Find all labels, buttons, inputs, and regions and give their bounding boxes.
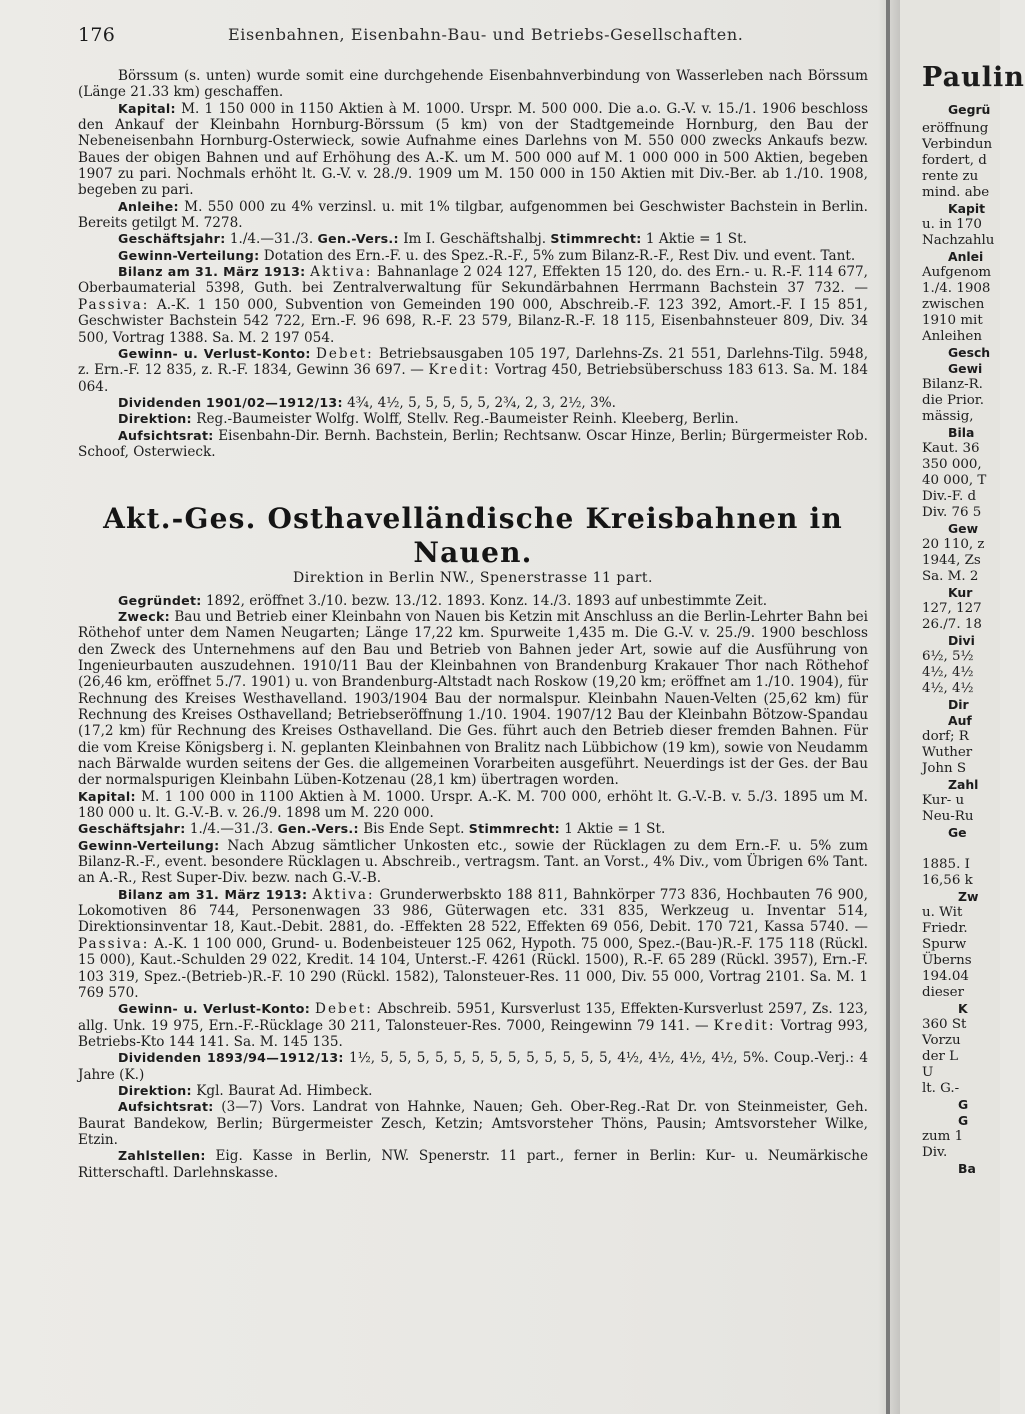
adjacent-line: 6½, 5½ bbox=[922, 649, 974, 664]
prev-kapital bbox=[78, 101, 868, 199]
adjacent-line: 40 000, T bbox=[922, 473, 987, 488]
adjacent-line: G bbox=[958, 1113, 969, 1128]
debet-label: Debet: bbox=[315, 1001, 373, 1018]
prev-debet-text: Betriebsausgaben 105 197, Darlehns-Zs. 21 551, Darlehns-Tilg. 5948, z. Ern.-F. 12 835, z. R.-F. 1834, Gewinn 36 697. — bbox=[78, 345, 869, 379]
zahlstellen-label: Zahlstellen: bbox=[118, 1148, 206, 1164]
passiva-label: Passiva: bbox=[78, 935, 150, 952]
company-title: Akt.-Ges. Osthavelländische Kreisbahnen in Nauen. bbox=[103, 502, 843, 570]
bilanz-label: Bilanz am 31. März 1913: bbox=[118, 886, 308, 902]
prev-anleihe-label: Anleihe: bbox=[118, 198, 179, 214]
adjacent-line: dieser bbox=[922, 985, 964, 1000]
prev-ar-label: Aufsichtsrat: bbox=[118, 427, 214, 443]
adjacent-line: mässig, bbox=[922, 409, 974, 424]
prev-gv-label: Gewinn-Verteilung: bbox=[118, 247, 260, 263]
prev-genvers-text: Im I. Geschäftshalbj. bbox=[403, 231, 547, 248]
adjacent-line: 4½, 4½ bbox=[922, 665, 974, 680]
aktiva-text: Grunderwerbskto 188 811, Bahnkörper 773 836, Hochbauten 76 900, Lokomotiven 86 744, Personenwagen 33 986, Güterwagen etc. 331 835, Werkzeug u. Inventar 514, Direktionsinventar 18, Kaut.-Debit. 2881, do. -Effekten 28 522, Effekten 69 056, Debit. 170 721, Kassa 5740. — bbox=[78, 886, 868, 936]
prev-bilanz-label: Bilanz am 31. März 1913: bbox=[118, 264, 306, 280]
page-number: 176 bbox=[78, 24, 116, 46]
running-head: Eisenbahnen, Eisenbahn-Bau- und Betriebs-Gesellschaften. bbox=[228, 25, 744, 44]
prev-kredit-label: Kredit: bbox=[428, 362, 491, 379]
prev-debet-label: Debet: bbox=[315, 345, 374, 362]
adjacent-line: Kur- u bbox=[922, 793, 965, 808]
direktion bbox=[78, 1083, 868, 1099]
prev-kredit-text: Vortrag 450, Betriebsüberschuss 183 613. Sa. M. 184 064. bbox=[78, 362, 868, 395]
kapital bbox=[78, 789, 868, 822]
adjacent-line: Vorzu bbox=[922, 1033, 961, 1048]
adjacent-line: 1944, Zs bbox=[922, 553, 981, 568]
adjacent-line: eröffnung bbox=[922, 121, 989, 136]
gj-text: 1./4.—31./3. bbox=[189, 821, 274, 838]
div-text: 1½, 5, 5, 5, 5, 5, 5, 5, 5, 5, 5, 5, 5, 5, 4½, 4½, 4½, 4½, 5%. Coup.-Verj.: 4 Jahre (K.) bbox=[78, 1050, 868, 1083]
prev-div-text: 4¾, 4½, 5, 5, 5, 5, 5, 2¾, 2, 3, 2½, 3%. bbox=[347, 394, 616, 411]
zahlstellen bbox=[78, 1148, 868, 1181]
prev-kapital-text: M. 1 150 000 in 1150 Aktien à M. 1000. Urspr. M. 500 000. Die a.o. G.-V. v. 15./1. 1906 beschloss den Ankauf der Kleinbahn Hornburg-Börssum (5 km) von der Stadtgemeinde Hornburg, den Bau der Nebeneisenbahn Hornburg-Osterwieck, sowie Aufnahme eines Darlehns von M. 550 000 zwecks Ankaufs bezw. Baues der obigen Bahnen und auf Erhöhung des A.-K. um M. 500 000 auf M. 1 000 000 in 500 Aktien, begeben 1907 zu pari. Nochmals erhöht lt. G.-V. v. 28./9. 1909 um M. 150 000 in 150 Aktien mit Div.-Ber. ab 1./10. 1908, begeben zu pari. bbox=[78, 100, 868, 199]
adjacent-line: 16,56 k bbox=[922, 873, 973, 888]
adjacent-line: K bbox=[958, 1001, 968, 1016]
adjacent-line: 20 110, z bbox=[922, 537, 985, 552]
prev-dir-label: Direktion: bbox=[118, 411, 192, 427]
gk-label: Gewinn- u. Verlust-Konto: bbox=[118, 1001, 311, 1017]
adjacent-line: Kaut. 36 bbox=[922, 441, 980, 456]
prev-passiva-text: A.-K. 1 150 000, Subvention von Gemeinden 190 000, Abschreib.-F. 123 392, Amort.-F. I 15 851, Geschwister Bachstein 542 722, Ern.-F. 96 698, R.-F. 23 579, Bilanz-R.-F. 18 115, Eisenbahnsteuer 809, Div. 34 500, Vortrag 1388. Sa. M. 2 197 054. bbox=[78, 296, 869, 346]
zweck-label: Zweck: bbox=[118, 608, 170, 624]
genvers-label: Gen.-Vers.: bbox=[277, 821, 359, 837]
stimmrecht-label: Stimmrecht: bbox=[468, 821, 560, 837]
zweck bbox=[78, 609, 868, 789]
prev-kapital-label: Kapital: bbox=[118, 100, 176, 116]
adjacent-line: 350 000, bbox=[922, 457, 982, 472]
prev-gj-text: 1./4.—31./3. bbox=[229, 231, 314, 248]
adjacent-line: Nachzahlu bbox=[922, 233, 995, 248]
bilanz bbox=[78, 887, 868, 1001]
adjacent-line: Zw bbox=[958, 889, 979, 904]
adjacent-line: Sa. M. 2 bbox=[922, 569, 979, 584]
ar-label: Aufsichtsrat: bbox=[118, 1099, 214, 1115]
adjacent-page-fragment bbox=[900, 0, 1025, 1414]
adjacent-line: 127, 127 bbox=[922, 601, 982, 616]
adjacent-page-title: Paulin bbox=[922, 62, 1025, 93]
dir-text: Kgl. Baurat Ad. Himbeck. bbox=[196, 1082, 373, 1099]
adjacent-line: Gesch bbox=[948, 345, 991, 360]
prev-gv-text: Dotation des Ern.-F. u. des Spez.-R.-F., 5% zum Bilanz-R.-F., Rest Div. und event. Tant. bbox=[263, 247, 856, 264]
prev-dividenden bbox=[78, 395, 868, 411]
prev-genvers-label: Gen.-Vers.: bbox=[317, 231, 399, 247]
page-gutter-divider bbox=[886, 0, 890, 1414]
prev-div-label: Dividenden 1901/02—1912/13: bbox=[118, 394, 343, 410]
passiva-text: A.-K. 1 100 000, Grund- u. Bodenbeisteuer 125 062, Hypoth. 75 000, Spez.-(Bau-)R.-F. 175 118 (Rückl. 15 000), Kaut.-Schulden 29 022, Kredit. 14 104, Unterst.-F. 4261 (Rückl. 1500), R.-F. 65 289 (Rückl. 3957), Ern.-F. 103 319, Spez.-(Betrieb-)R.-F. 10 290 (Rückl. 1582), Talonsteuer-Res. 11 000, Div. 55 000, Vortrag 2101. Sa. M. 1 769 570. bbox=[78, 935, 868, 1001]
adjacent-line: 1910 mit bbox=[922, 313, 983, 328]
prev-intro: Börssum (s. unten) wurde somit eine durchgehende Eisenbahnverbindung von Wasserleben nach Börssum (Länge 21.33 km) geschaffen. bbox=[78, 68, 868, 101]
adjacent-line: Anleihen bbox=[922, 329, 982, 344]
adjacent-line: 360 St bbox=[922, 1017, 967, 1032]
adjacent-line: Zahl bbox=[948, 777, 979, 792]
company-address: Direktion in Berlin NW., Spenerstrasse 11 part. bbox=[293, 570, 653, 587]
kapital-label: Kapital: bbox=[78, 788, 136, 804]
prev-direktion bbox=[78, 411, 868, 427]
prev-aktiva-text: Bahnanlage 2 024 127, Effekten 15 120, do. des Ern.- u. R.-F. 114 677, Oberbaumaterial 5398, Guth. bei Zentralverwaltung für Sekundärbahnen Herrmann Bachstein 37 732. — bbox=[78, 264, 869, 297]
main-column bbox=[78, 68, 868, 1181]
adjacent-line: zwischen bbox=[922, 297, 985, 312]
gegruendet-label: Gegründet: bbox=[118, 592, 202, 608]
adjacent-line: Kur bbox=[948, 585, 973, 600]
gewinn-verteilung bbox=[78, 838, 868, 887]
genvers-text: Bis Ende Sept. bbox=[363, 821, 465, 838]
adjacent-line: 1./4. 1908 bbox=[922, 281, 991, 296]
prev-gj-label: Geschäftsjahr: bbox=[118, 231, 226, 247]
prev-stimmrecht-label: Stimmrecht: bbox=[550, 231, 642, 247]
page-header bbox=[78, 22, 878, 52]
prev-gk-label: Gewinn- u. Verlust-Konto: bbox=[118, 345, 311, 361]
adjacent-line: Bilanz-R. bbox=[922, 377, 983, 392]
adjacent-line: Friedr. bbox=[922, 921, 968, 936]
gegruendet bbox=[78, 593, 868, 609]
adjacent-line: U bbox=[922, 1065, 934, 1080]
adjacent-line: Neu-Ru bbox=[922, 809, 974, 824]
adjacent-line: Ba bbox=[958, 1161, 976, 1176]
adjacent-line: Div.-F. d bbox=[922, 489, 977, 504]
prev-gewinn-verteilung bbox=[78, 248, 868, 264]
zweck-text: Bau und Betrieb einer Kleinbahn von Nauen bis Ketzin mit Anschluss an die Berlin-Lehrter Bahn bei Röthehof unter dem Namen Neugarten; Länge 17,22 km. Spurweite 1,435 m. Die G.-V. v. 25./9. 1900 beschloss den Zweck des Unternehmens auf den Bau und Betrieb von Bahnen jeder Art, sowie auf die Ausführung von Ingenieurbauten auszudehnen. 1910/11 Bau der Kleinbahnen von Brandenburg Krakauer Thor nach Röthehof (26,46 km, eröffnet 5./7. 1901) u. von Brandenburg-Altstadt nach Roskow (19,20 km; eröffnet am 1./10. 1904), für Rechnung des Kreises Westhavelland. 1903/1904 Bau der normalspur. Kleinbahn Nauen-Velten (25,62 km) für Rechnung des Kreises Osthavelland; Betriebseröffnung 1./10. 1904. 1907/12 Bau der Kleinbahn Bötzow-Spandau (17,2 km) für Rechnung des Kreises Osthavelland. Die Ges. führt auch den Betrieb dieser fremden Bahnen. Für die vom Kreise Königsberg i. N. geplanten Kleinbahnen von Bralitz nach Lübbichow (19 km), sowie von Neudamm nach Bärwalde wurden seitens der Ges. die allgemeinen Vorarbeiten ausgeführt. Neuerdings ist der Ges. der Bau der normalspurigen Kleinbahn Lüben-Kotzenau (28,1 km) übertragen worden. bbox=[78, 608, 868, 789]
geschaeftsjahr bbox=[78, 821, 868, 837]
adjacent-line: u. in 170 bbox=[922, 217, 982, 232]
adjacent-line: Aufgenom bbox=[922, 265, 992, 280]
adjacent-line: Gew bbox=[948, 521, 979, 536]
adjacent-line: Anlei bbox=[948, 249, 984, 264]
prev-passiva-label: Passiva: bbox=[78, 296, 150, 313]
adjacent-line: der L bbox=[922, 1049, 959, 1064]
aktiva-label: Aktiva: bbox=[312, 886, 375, 903]
gegruendet-text: 1892, eröffnet 3./10. bezw. 13./12. 1893. Konz. 14./3. 1893 auf unbestimmte Zeit. bbox=[205, 592, 768, 609]
gv-label: Gewinn-Verteilung: bbox=[78, 837, 220, 853]
prev-aufsichtsrat bbox=[78, 428, 868, 461]
prev-anleihe-text: M. 550 000 zu 4% verzinsl. u. mit 1% tilgbar, aufgenommen bei Geschwister Bachstein in Berlin. Bereits getilgt M. 7278. bbox=[78, 198, 868, 232]
stimmrecht-text: 1 Aktie = 1 St. bbox=[564, 821, 666, 838]
adjacent-line: 1885. I bbox=[922, 857, 970, 872]
adjacent-line: zum 1 bbox=[922, 1129, 964, 1144]
debet-text: Abschreib. 5951, Kursverlust 135, Effekten-Kursverlust 2597, Zs. 123, allg. Unk. 19 975, Ern.-F.-Rücklage 30 211, Talonsteuer-Res. 7000, Reingewinn 79 141. — bbox=[78, 1001, 868, 1034]
prev-dir-text: Reg.-Baumeister Wolfg. Wolff, Stellv. Reg.-Baumeister Reinh. Kleeberg, Berlin. bbox=[196, 411, 739, 428]
adjacent-line: Verbindun bbox=[922, 137, 993, 152]
adjacent-line: rente zu bbox=[922, 169, 979, 184]
gewinn-konto bbox=[78, 1001, 868, 1050]
prev-ar-text: Eisenbahn-Dir. Bernh. Bachstein, Berlin; Rechtsanw. Oscar Hinze, Berlin; Bürgermeister Rob. Schoof, Osterwieck. bbox=[78, 427, 868, 460]
adjacent-line: u. Wit bbox=[922, 905, 963, 920]
adjacent-line: Überns bbox=[922, 953, 972, 968]
prev-gewinn-konto bbox=[78, 346, 868, 395]
adjacent-line: Gegrü bbox=[948, 102, 991, 117]
adjacent-line: Div. bbox=[922, 1145, 948, 1160]
aufsichtsrat bbox=[78, 1099, 868, 1148]
ar-text: (3—7) Vors. Landrat von Hahnke, Nauen; Geh. Ober-Reg.-Rat Dr. von Steinmeister, Geh. Baurat Bandekow, Berlin; Bürgermeister Zesch, Ketzin; Amtsvorsteher Thöns, Pausin; Amtsvorsteher Wilke, Etzin. bbox=[78, 1099, 868, 1148]
adjacent-line: Spurw bbox=[922, 937, 967, 952]
adjacent-line: John S bbox=[922, 761, 967, 776]
div-label: Dividenden 1893/94—1912/13: bbox=[118, 1050, 344, 1066]
dividenden bbox=[78, 1050, 868, 1083]
gv-text: Nach Abzug sämtlicher Unkosten etc., sowie der Rücklagen zu dem Ern.-F. u. 5% zum Bilanz-R.-F., event. besondere Rücklagen u. Abschreib., vertragsm. Tant. an Vorst., 4% Div., vom Übrigen 6% Tant. an A.-R., Rest Super-Div. bezw. nach G.-V.-B. bbox=[78, 837, 868, 887]
adjacent-line: mind. abe bbox=[922, 185, 990, 200]
dir-label: Direktion: bbox=[118, 1082, 192, 1098]
adjacent-line: 4½, 4½ bbox=[922, 681, 974, 696]
prev-geschaeftsjahr bbox=[78, 231, 868, 247]
adjacent-line: Ge bbox=[948, 825, 967, 840]
adjacent-line: Bila bbox=[948, 425, 975, 440]
adjacent-line: G bbox=[958, 1097, 969, 1112]
adjacent-line: Divi bbox=[948, 633, 975, 648]
gj-label: Geschäftsjahr: bbox=[78, 821, 186, 837]
prev-anleihe bbox=[78, 199, 868, 232]
zahlstellen-text: Eig. Kasse in Berlin, NW. Spenerstr. 11 part., ferner in Berlin: Kur- u. Neumärkische Ritterschaftl. Darlehnskasse. bbox=[78, 1148, 868, 1181]
kapital-text: M. 1 100 000 in 1100 Aktien à M. 1000. Urspr. A.-K. M. 700 000, erhöht lt. G.-V.-B. v. 5./3. 1895 um M. 180 000 u. lt. G.-V.-B. v. 26./9. 1898 um M. 220 000. bbox=[78, 788, 868, 822]
adjacent-line: 194.04 bbox=[922, 969, 969, 984]
adjacent-line: 26./7. 18 bbox=[922, 617, 982, 632]
prev-stimmrecht-text: 1 Aktie = 1 St. bbox=[645, 231, 747, 248]
adjacent-line: Gewi bbox=[948, 361, 983, 376]
adjacent-line: Dir bbox=[948, 697, 969, 712]
adjacent-line: Wuther bbox=[922, 745, 973, 760]
adjacent-line: fordert, d bbox=[922, 153, 987, 168]
adjacent-line: lt. G.- bbox=[922, 1081, 960, 1096]
prev-aktiva-label: Aktiva: bbox=[310, 264, 373, 281]
adjacent-line: Auf bbox=[948, 713, 972, 728]
prev-bilanz bbox=[78, 264, 868, 346]
kredit-text: Vortrag 993, Betriebs-Kto 144 141. Sa. M. 145 135. bbox=[78, 1017, 868, 1050]
adjacent-line: dorf; R bbox=[922, 729, 969, 744]
adjacent-line: Div. 76 5 bbox=[922, 505, 982, 520]
adjacent-line: die Prior. bbox=[922, 393, 984, 408]
adjacent-line: Kapit bbox=[948, 201, 986, 216]
kredit-label: Kredit: bbox=[713, 1017, 776, 1034]
